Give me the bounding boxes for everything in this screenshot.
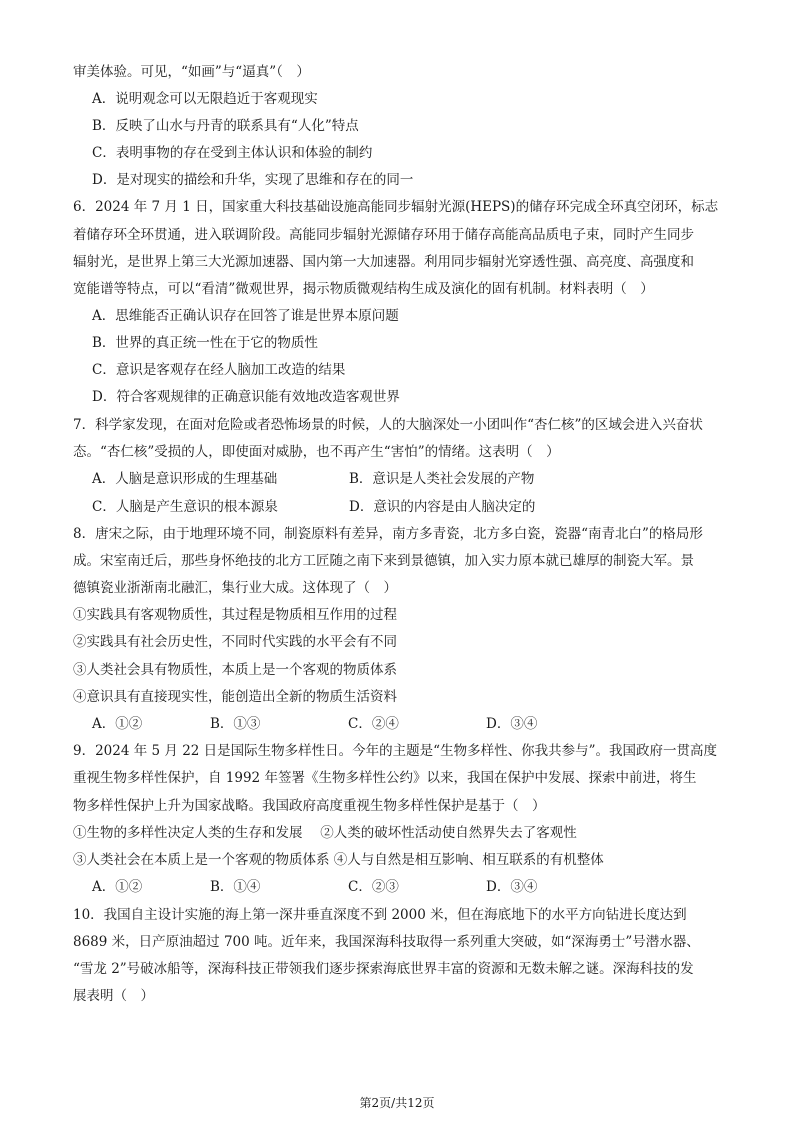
- q6-stem-line: 着储存环全环贯通，进入联调阶段。高能同步辐射光源储存环用于储存高能高品质电子束，同时产生同步: [73, 227, 694, 243]
- q7-stem-line: 态。“杏仁核”受损的人，即使面对威胁，也不再产生“害怕”的情绪。这表明（ ）: [73, 444, 560, 460]
- q10-stem-line: 8689 米，日产原油超过 700 吨。近年来，我国深海科技取得一系列重大突破，如“深海勇士”号潜水器、: [73, 934, 700, 950]
- q8-statement-3: ③人类社会具有物质性，本质上是一个客观的物质体系: [73, 662, 397, 678]
- q10-stem-line: 展表明（ ）: [73, 988, 154, 1004]
- q5-option-b: B．反映了山水与丹青的联系具有“人化”特点: [92, 118, 359, 134]
- q8-stem-line: 成。宋室南迁后，那些身怀绝技的北方工匠随之南下来到景德镇，加入实力原本就已雄厚的制瓷大军。景: [73, 553, 694, 569]
- q9-option-d: D．③④: [486, 879, 538, 895]
- q5-option-a: A．说明观念可以无限趋近于客观现实: [92, 91, 318, 107]
- q9-option-c: C．②③: [348, 879, 399, 895]
- q8-option-c: C．②④: [348, 716, 399, 732]
- q8-stem-line: 德镇瓷业浙渐南北融汇，集行业大成。这体现了（ ）: [73, 580, 397, 596]
- q7-option-c: C．人脑是产生意识的根本源泉: [92, 499, 278, 515]
- q6-stem-line: 6．2024 年 7 月 1 日，国家重大科技基础设施高能同步辐射光源(HEPS)的储存环完成全环真空闭环，标志: [73, 199, 719, 215]
- q8-option-a: A．①②: [92, 716, 143, 732]
- q8-statement-4: ④意识具有直接现实性，能创造出全新的物质生活资料: [73, 689, 397, 705]
- q9-stem-line: 重视生物多样性保护，自 1992 年签署《生物多样性公约》以来，我国在保护中发展、探索中前进，将生: [73, 770, 697, 786]
- q6-option-c: C．意识是客观存在经人脑加工改造的结果: [92, 362, 346, 378]
- q6-option-d: D．符合客观规律的正确意识能有效地改造客观世界: [92, 389, 400, 405]
- q9-option-b: B．①④: [210, 879, 261, 895]
- q6-option-b: B．世界的真正统一性在于它的物质性: [92, 335, 318, 351]
- q6-stem-line: 宽能谱等特点，可以“看清”微观世界，揭示物质微观结构生成及演化的固有机制。材料表明（ ）: [73, 281, 654, 297]
- q7-option-a: A．人脑是意识形成的生理基础: [92, 471, 278, 487]
- q7-option-b: B．意识是人类社会发展的产物: [349, 471, 535, 487]
- q8-stem-line: 8．唐宋之际，由于地理环境不同，制瓷原料有差异，南方多青瓷，北方多白瓷，瓷器“南青北白”的格局形: [73, 526, 703, 542]
- q10-stem-line: “雪龙 2”号破冰船等，深海科技正带领我们逐步探索海底世界丰富的资源和无数未解之谜。深海科技的发: [73, 961, 694, 977]
- q9-stem-line: 物多样性保护上升为国家战略。我国政府高度重视生物多样性保护是基于（ ）: [73, 798, 546, 814]
- q10-stem-line: 10．我国自主设计实施的海上第一深井垂直深度不到 2000 米，但在海底地下的水平方向钻进长度达到: [73, 907, 687, 923]
- q5-option-c: C．表明事物的存在受到主体认识和体验的制约: [92, 145, 373, 161]
- q9-stem-line: 9．2024 年 5 月 22 日是国际生物多样性日。今年的主题是“生物多样性、你我共参与”。我国政府一贯高度: [73, 743, 717, 759]
- q9-statements-1-2: ①生物的多样性决定人类的生存和发展 ②人类的破坏性活动使自然界失去了客观性: [73, 825, 577, 841]
- q9-option-a: A．①②: [92, 879, 143, 895]
- q5-option-d: D．是对现实的描绘和升华，实现了思维和存在的同一: [92, 172, 414, 188]
- q5-stem-tail: 审美体验。可见，“如画”与“逼真”（ ）: [73, 64, 310, 80]
- q6-option-a: A．思维能否正确认识存在回答了谁是世界本原问题: [92, 308, 399, 324]
- q6-stem-line: 辐射光，是世界上第三大光源加速器、国内第一大加速器。利用同步辐射光穿透性强、高亮度、高强度和: [73, 254, 694, 270]
- q8-statement-2: ②实践具有社会历史性，不同时代实践的水平会有不同: [73, 634, 397, 650]
- q8-option-d: D．③④: [486, 716, 538, 732]
- q9-statements-3-4: ③人类社会在本质上是一个客观的物质体系 ④人与自然是相互影响、相互联系的有机整体: [73, 852, 604, 868]
- q7-stem-line: 7．科学家发现，在面对危险或者恐怖场景的时候，人的大脑深处一小团叫作“杏仁核”的区域会进入兴奋状: [73, 417, 703, 433]
- q7-option-d: D．意识的内容是由人脑决定的: [349, 499, 536, 515]
- page-number-footer: 第2页/共12页: [359, 1096, 435, 1110]
- q8-option-b: B．①③: [210, 716, 261, 732]
- q8-statement-1: ①实践具有客观物质性，其过程是物质相互作用的过程: [73, 607, 397, 623]
